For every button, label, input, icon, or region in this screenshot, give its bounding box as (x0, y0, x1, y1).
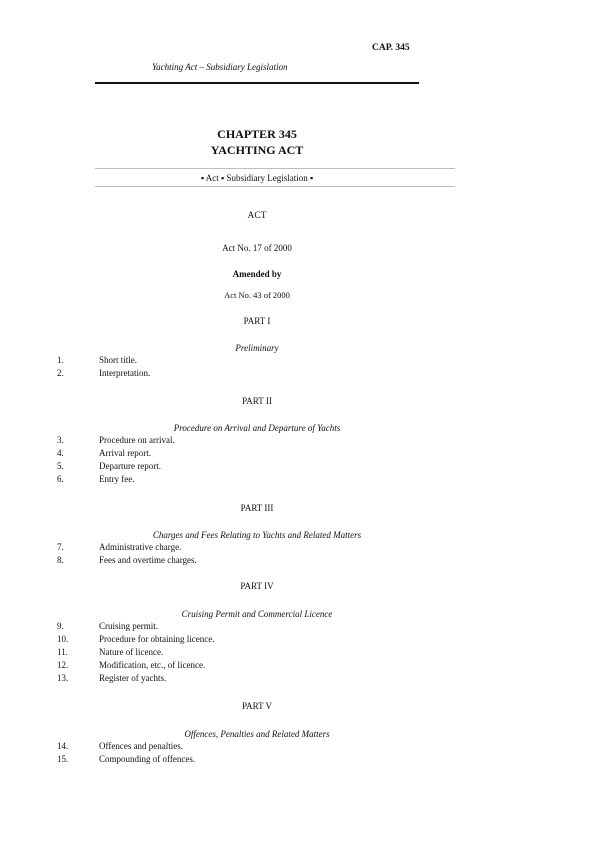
section-title: Cruising permit. (99, 621, 158, 631)
nav-links[interactable]: ▪ Act ▪ Subsidiary Legislation ▪ (200, 173, 314, 183)
part-subtitle: Cruising Permit and Commercial Licence (181, 609, 333, 619)
section-title: Departure report. (99, 461, 161, 471)
section-title: Compounding of offences. (99, 754, 196, 764)
part-subtitle: Charges and Fees Relating to Yachts and Related Matters (152, 530, 362, 540)
section-title: Procedure on arrival. (99, 435, 175, 445)
section-entry[interactable] (57, 474, 134, 484)
section-entry[interactable] (57, 754, 195, 764)
section-title: Procedure for obtaining licence. (99, 634, 215, 644)
section-entry[interactable] (57, 435, 175, 445)
section-title: Administrative charge. (99, 542, 182, 552)
section-entry[interactable] (57, 647, 163, 657)
section-number: 1. (57, 355, 64, 365)
section-number: 11. (57, 647, 68, 657)
section-number: 14. (57, 741, 69, 751)
nav-rule-top (95, 168, 455, 169)
part-heading: PART III (240, 503, 274, 513)
section-title: Offences and penalties. (99, 741, 184, 751)
section-number: 13. (57, 673, 69, 683)
section-entry[interactable] (57, 368, 150, 378)
section-number: 3. (57, 435, 64, 445)
section-entry[interactable] (57, 741, 183, 751)
section-entry[interactable] (57, 673, 166, 683)
section-number: 12. (57, 660, 69, 670)
header-rule (95, 82, 419, 84)
section-title: Short title. (99, 355, 137, 365)
section-number: 5. (57, 461, 64, 471)
section-title: Interpretation. (99, 368, 151, 378)
part-subtitle: Procedure on Arrival and Departure of Yachts (173, 423, 341, 433)
part-heading: PART V (241, 701, 273, 711)
section-title: Modification, etc., of licence. (99, 660, 206, 670)
chapter-title: CHAPTER 345 (217, 127, 297, 141)
section-title: Fees and overtime charges. (99, 555, 197, 565)
section-entry[interactable] (57, 621, 158, 631)
section-entry[interactable] (57, 555, 197, 565)
section-entry[interactable] (57, 448, 151, 458)
section-number: 10. (57, 634, 69, 644)
act-number: Act No. 17 of 2000 (222, 243, 292, 253)
amended-label: Amended by (232, 269, 282, 279)
section-title: Nature of licence. (99, 647, 164, 657)
nav-rule-bottom (95, 186, 455, 187)
section-number: 15. (57, 754, 69, 764)
section-entry[interactable] (57, 355, 137, 365)
section-number: 6. (57, 474, 64, 484)
section-entry[interactable] (57, 660, 205, 670)
section-title: Arrival report. (99, 448, 151, 458)
section-title: Entry fee. (99, 474, 135, 484)
part-subtitle: Offences, Penalties and Related Matters (184, 729, 330, 739)
act-heading: ACT (247, 211, 267, 221)
amended-by: Act No. 43 of 2000 (224, 290, 290, 300)
section-entry[interactable] (57, 461, 161, 471)
section-number: 9. (57, 621, 64, 631)
chapter-number: CAP. 345 (372, 43, 410, 53)
running-title: Yachting Act – Subsidiary Legislation (152, 62, 288, 72)
section-entry[interactable] (57, 542, 181, 552)
part-heading: PART I (243, 316, 271, 326)
part-heading: PART II (242, 396, 272, 406)
section-number: 8. (57, 555, 64, 565)
section-number: 4. (57, 448, 64, 458)
part-heading: PART IV (240, 581, 274, 591)
act-title: YACHTING ACT (210, 143, 304, 157)
section-number: 2. (57, 368, 64, 378)
part-subtitle: Preliminary (235, 343, 279, 353)
section-title: Register of yachts. (99, 673, 167, 683)
section-number: 7. (57, 542, 64, 552)
section-entry[interactable] (57, 634, 214, 644)
